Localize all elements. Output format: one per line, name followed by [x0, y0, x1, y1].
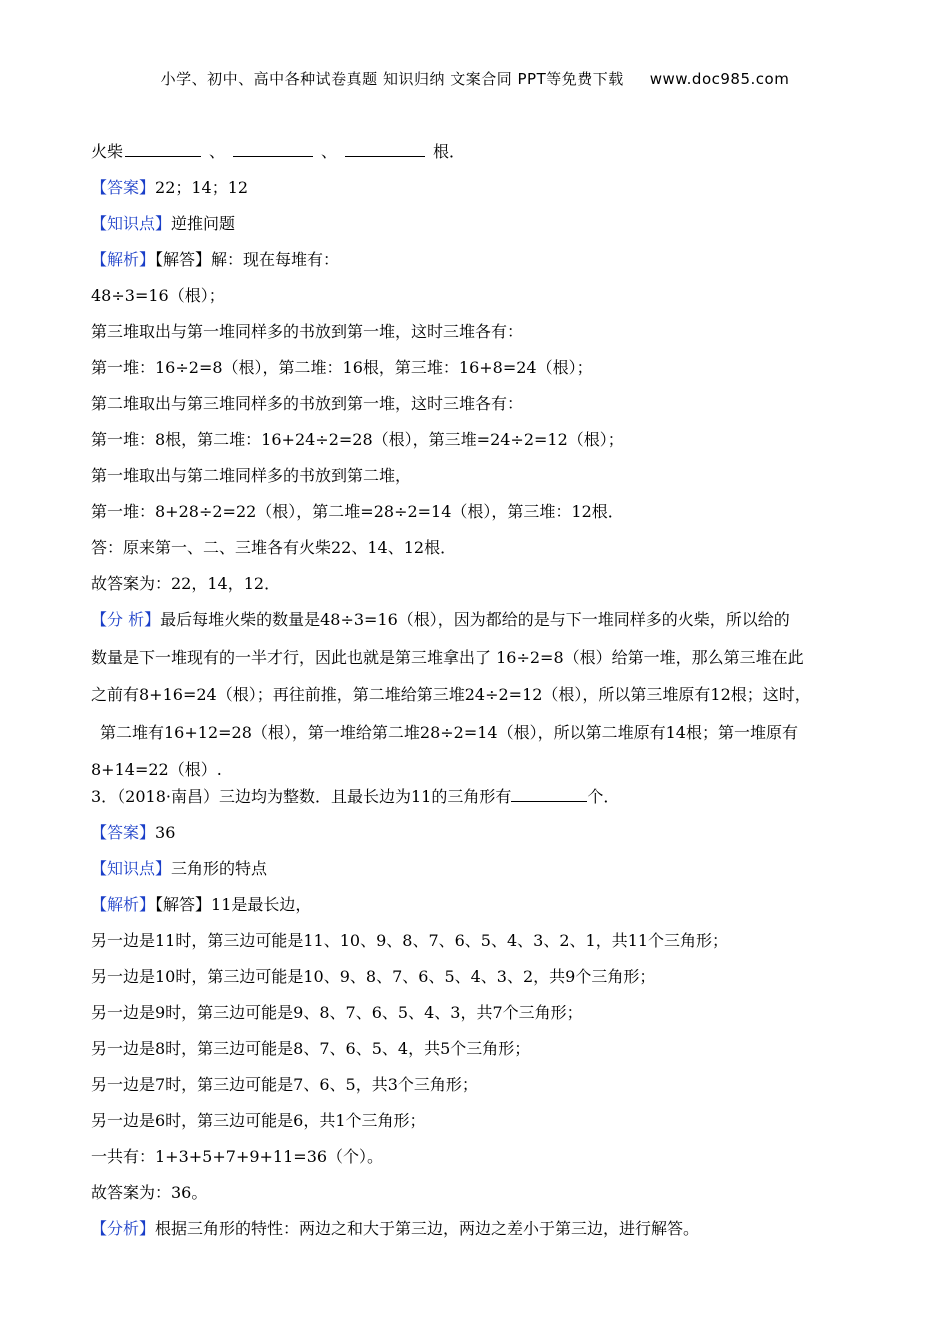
q3-knowledge-point	[91, 860, 871, 878]
q2-blank-line	[91, 142, 871, 161]
page-header	[0, 68, 950, 89]
header-title: 小学、初中、高中各种试卷真题 知识归纳 文案合同 PPT等免费下载	[160, 70, 624, 88]
q2-analysis-paragraph	[91, 601, 871, 789]
answer-tag: 【答案】	[91, 822, 156, 842]
analysis-row: 之前有8+16=24（根）；再往前推，第二堆给第三堆24÷2=12（根），所以第三堆原有12根；这时，	[91, 685, 811, 704]
solution-line: 另一边是8时，第三边可能是8、7、6、5、4，共5个三角形；	[91, 1038, 531, 1058]
solution-line: 第一堆取出与第二堆同样多的书放到第二堆，	[91, 466, 412, 485]
analysis-fx-tag: 【分 析】	[91, 610, 161, 629]
solution-line: 答：原来第一、二、三堆各有火柴22、14、12根．	[91, 538, 457, 557]
analysis-tag: 【解析】	[91, 250, 156, 269]
analysis-row	[91, 601, 871, 639]
q3-fx	[91, 1220, 871, 1238]
answer-text: 22；14；12	[155, 178, 249, 197]
analysis-intro-text: 【解答】11是最长边，	[155, 894, 312, 914]
q3-question	[91, 787, 871, 806]
document-body	[91, 142, 871, 1256]
solution-line: 故答案为：36。	[91, 1182, 208, 1202]
solution-line: 一共有：1+3+5+7+9+11=36（个）。	[91, 1146, 384, 1166]
analysis-text: 最后每堆火柴的数量是48÷3=16（根），因为都给的是与下一堆同样多的火柴，所以给的	[160, 610, 790, 629]
solution-line: 第一堆：8+28÷2=22（根），第二堆=28÷2=14（根），第三堆：12根．	[91, 502, 624, 521]
blank-separator: 、	[321, 142, 338, 161]
q2-answer	[91, 179, 871, 197]
answer-blank-1[interactable]	[125, 142, 201, 157]
solution-line: 另一边是11时，第三边可能是11、10、9、8、7、6、5、4、3、2、1，共11个三角形；	[91, 930, 729, 950]
solution-line: 48÷3=16（根）；	[91, 286, 225, 305]
knowledge-point-tag: 【知识点】	[91, 214, 172, 233]
knowledge-point-text: 逆推问题	[171, 214, 236, 233]
analysis-row: 8+14=22（根）.	[91, 760, 222, 779]
analysis-row: 数量是下一堆现有的一半才行，因此也就是第三堆拿出了 16÷2=8（根）给第一堆，那么第三堆在此	[91, 647, 804, 667]
q2-blank-suffix: 根．	[433, 142, 466, 161]
solution-line: 第二堆取出与第三堆同样多的书放到第一堆，这时三堆各有：	[91, 394, 524, 413]
analysis-row: 第二堆有16+12=28（根），第一堆给第二堆28÷2=14（根），所以第二堆原有14根；第一堆原有	[100, 722, 798, 742]
solution-line: 第一堆：8根，第二堆：16+24÷2=28（根），第三堆=24÷2=12（根）；	[91, 430, 624, 449]
header-url[interactable]: www.doc985.com	[649, 70, 790, 88]
answer-blank-3[interactable]	[345, 142, 425, 157]
analysis-fx-tag: 【分析】	[91, 1218, 156, 1238]
answer-tag: 【答案】	[91, 178, 156, 197]
q2-blank-prefix: 火柴	[91, 142, 124, 161]
solution-line: 另一边是6时，第三边可能是6，共1个三角形；	[91, 1110, 426, 1130]
q3-question-suffix: 个．	[587, 786, 620, 806]
solution-line: 另一边是10时，第三边可能是10、9、8、7、6、5、4、3、2，共9个三角形；	[91, 966, 656, 986]
knowledge-point-text: 三角形的特点	[171, 858, 268, 878]
answer-blank-2[interactable]	[233, 142, 313, 157]
answer-text: 36	[155, 822, 176, 842]
analysis-intro-text: 【解答】解：现在每堆有：	[155, 250, 340, 269]
analysis-text: 根据三角形的特性：两边之和大于第三边，两边之差小于第三边，进行解答。	[155, 1218, 700, 1238]
q3-question-text: 3．（2018·南昌）三边均为整数．且最长边为11的三角形有	[91, 786, 512, 806]
solution-line: 另一边是9时，第三边可能是9、8、7、6、5、4、3，共7个三角形；	[91, 1002, 583, 1022]
q2-analysis-intro	[91, 251, 871, 269]
answer-blank-4[interactable]	[511, 787, 587, 802]
q3-answer	[91, 824, 871, 842]
solution-line: 故答案为：22，14，12．	[91, 574, 281, 593]
q3-analysis-intro	[91, 896, 871, 914]
blank-separator: 、	[209, 142, 226, 161]
solution-line: 第一堆：16÷2=8（根），第二堆：16根，第三堆：16+8=24（根）；	[91, 358, 593, 377]
solution-line: 第三堆取出与第一堆同样多的书放到第一堆，这时三堆各有：	[91, 322, 524, 341]
knowledge-point-tag: 【知识点】	[91, 858, 172, 878]
q2-knowledge-point	[91, 215, 871, 233]
analysis-tag: 【解析】	[91, 894, 156, 914]
solution-line: 另一边是7时，第三边可能是7、6、5，共3个三角形；	[91, 1074, 478, 1094]
